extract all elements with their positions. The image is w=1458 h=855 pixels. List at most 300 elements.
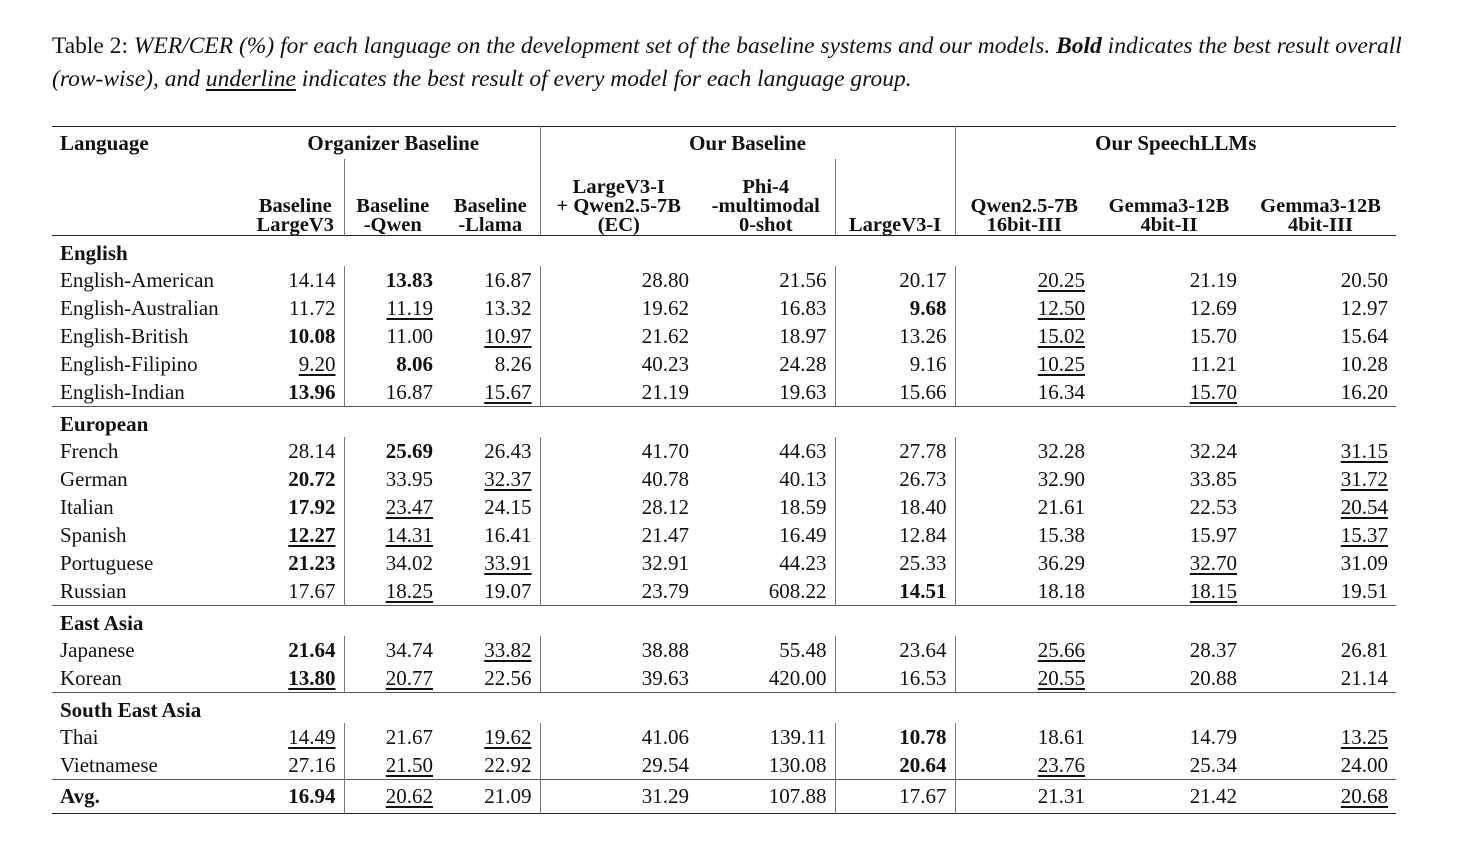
value-text: 25.34 (1189, 752, 1238, 777)
value-text: 15.64 (1340, 323, 1389, 348)
value-text: 9.20 (298, 351, 336, 376)
value-cell (955, 636, 1093, 664)
column-header-line: 16bit-III (986, 214, 1062, 236)
value-cell (835, 266, 955, 294)
value-text: 39.63 (641, 665, 690, 690)
value-text: 14.79 (1189, 724, 1238, 749)
value-cell (247, 378, 344, 407)
value-text: 21.56 (779, 267, 827, 292)
value-text: 19.62 (484, 724, 532, 749)
value-cell (835, 378, 955, 407)
value-cell (344, 465, 441, 493)
column-header-7 (955, 159, 1093, 236)
value-text: 25.69 (385, 438, 433, 463)
language-header-spacer (52, 159, 247, 236)
value-cell (344, 577, 441, 606)
value-cell (1093, 636, 1245, 664)
language-cell: English-British (60, 323, 189, 348)
value-text: 27.78 (899, 438, 947, 463)
column-header-line: Qwen2.5-7B (970, 195, 1079, 217)
value-cell (955, 723, 1093, 751)
value-text: 17.92 (288, 494, 336, 519)
column-header-line: LargeV3-I (572, 176, 665, 198)
table-caption (52, 30, 1412, 96)
value-text: 55.48 (779, 637, 827, 662)
table-row (52, 521, 1396, 549)
value-text: 21.61 (1037, 494, 1086, 519)
value-cell (344, 493, 441, 521)
value-cell (344, 378, 441, 407)
column-header-2 (344, 159, 441, 236)
value-text: 21.19 (1189, 267, 1238, 292)
value-cell (441, 378, 540, 407)
value-text: 24.28 (779, 351, 827, 376)
value-cell (540, 664, 697, 693)
value-text: 20.17 (899, 267, 947, 292)
table-row (52, 493, 1396, 521)
value-text: 12.50 (1037, 295, 1086, 320)
value-cell (1093, 465, 1245, 493)
value-text: 32.37 (484, 466, 532, 491)
value-cell (1245, 266, 1396, 294)
caption-label: Table 2: (52, 33, 134, 59)
language-cell: English-Australian (60, 295, 219, 320)
value-cell (955, 465, 1093, 493)
value-cell (1245, 521, 1396, 549)
value-text: 18.15 (1189, 578, 1238, 603)
value-text: 28.80 (641, 267, 690, 292)
caption-underline-word: underline (205, 66, 296, 92)
table-row (52, 664, 1396, 693)
value-text: 20.25 (1037, 267, 1086, 292)
value-text: 16.94 (288, 784, 336, 808)
table-body (52, 236, 1396, 814)
value-text: 21.19 (641, 379, 690, 404)
value-cell (344, 322, 441, 350)
table-row (52, 294, 1396, 322)
value-text: 32.91 (641, 550, 690, 575)
value-text: 24.15 (484, 494, 532, 519)
value-cell (1245, 549, 1396, 577)
value-text: 16.87 (385, 379, 433, 404)
value-text: 11.72 (289, 295, 336, 320)
value-text: 19.07 (484, 578, 532, 603)
value-cell (1245, 465, 1396, 493)
value-cell (955, 350, 1093, 378)
value-cell (441, 350, 540, 378)
language-cell: English-Indian (60, 379, 185, 404)
value-text: 44.63 (779, 438, 827, 463)
value-cell (955, 493, 1093, 521)
value-cell (697, 521, 835, 549)
value-cell (344, 266, 441, 294)
value-cell (697, 780, 835, 814)
value-text: 26.73 (899, 466, 947, 491)
value-cell (441, 521, 540, 549)
value-text: 18.61 (1037, 724, 1086, 749)
column-header-line: Baseline (453, 195, 527, 217)
value-cell (540, 350, 697, 378)
value-text: 11.21 (1190, 351, 1238, 376)
value-text: 32.24 (1189, 438, 1238, 463)
value-text: 18.59 (779, 494, 827, 519)
value-text: 15.66 (899, 379, 947, 404)
value-cell (441, 636, 540, 664)
value-cell (1093, 350, 1245, 378)
value-text: 16.87 (484, 267, 532, 292)
value-text: 12.27 (288, 522, 336, 547)
value-text: 25.66 (1037, 637, 1086, 662)
value-cell (247, 465, 344, 493)
results-table (52, 126, 1396, 814)
caption-bold-word: Bold (1056, 33, 1102, 59)
value-cell (1093, 437, 1245, 465)
value-text: 15.37 (1340, 522, 1389, 547)
language-cell: Italian (60, 494, 114, 519)
value-cell (540, 549, 697, 577)
value-text: 17.67 (899, 784, 947, 808)
value-text: 10.97 (484, 323, 532, 348)
value-cell (344, 780, 441, 814)
value-text: 31.29 (641, 784, 690, 808)
value-text: 33.91 (484, 550, 532, 575)
value-cell (441, 751, 540, 780)
value-text: 16.49 (779, 522, 827, 547)
group-header-our-baseline: Our Baseline (540, 127, 955, 160)
value-cell (247, 437, 344, 465)
value-text: 16.53 (899, 665, 947, 690)
value-cell (1093, 549, 1245, 577)
value-cell (697, 723, 835, 751)
table-row (52, 723, 1396, 751)
value-text: 27.16 (288, 752, 336, 777)
column-header-line: (EC) (597, 214, 640, 236)
value-text: 28.12 (641, 494, 690, 519)
language-cell: English-Filipino (60, 351, 198, 376)
value-cell (344, 751, 441, 780)
value-cell (955, 549, 1093, 577)
value-cell (697, 751, 835, 780)
value-text: 20.72 (288, 466, 336, 491)
value-cell (697, 266, 835, 294)
value-text: 21.67 (385, 724, 433, 749)
value-cell (344, 521, 441, 549)
value-text: 15.67 (484, 379, 532, 404)
table-row (52, 780, 1396, 814)
value-cell (697, 322, 835, 350)
value-text: 18.18 (1037, 578, 1086, 603)
value-text: 36.29 (1037, 550, 1086, 575)
language-cell: Vietnamese (60, 752, 158, 777)
value-text: 13.80 (288, 665, 336, 690)
column-header-line: -Qwen (363, 214, 422, 236)
value-cell (697, 636, 835, 664)
value-cell (1093, 723, 1245, 751)
column-header-9 (1245, 159, 1396, 236)
value-text: 25.33 (899, 550, 947, 575)
value-text: 21.09 (484, 784, 532, 808)
caption-text-2: indicates the best result overall (row-wise), and (52, 33, 1402, 92)
value-cell (955, 664, 1093, 693)
value-text: 33.82 (484, 637, 532, 662)
table-row (52, 577, 1396, 606)
value-cell (540, 322, 697, 350)
value-text: 21.23 (288, 550, 336, 575)
value-cell (344, 636, 441, 664)
caption-text-3: indicates the best result of every model for each language group. (295, 66, 912, 92)
value-cell (1245, 322, 1396, 350)
value-cell (540, 465, 697, 493)
value-text: 14.31 (385, 522, 433, 547)
column-header-line: LargeV3-I (848, 214, 942, 236)
value-text: 32.28 (1037, 438, 1086, 463)
value-text: 8.26 (494, 351, 532, 376)
value-text: 16.83 (779, 295, 827, 320)
value-cell (247, 636, 344, 664)
value-text: 24.00 (1340, 752, 1389, 777)
value-cell (955, 266, 1093, 294)
value-text: 18.97 (779, 323, 827, 348)
value-text: 23.64 (899, 637, 947, 662)
value-cell (247, 266, 344, 294)
value-cell (441, 322, 540, 350)
value-cell (697, 294, 835, 322)
value-text: 18.25 (385, 578, 433, 603)
value-text: 16.20 (1340, 379, 1389, 404)
column-header-line: Gemma3-12B (1108, 195, 1230, 217)
table-row (52, 322, 1396, 350)
column-header-line: LargeV3 (256, 214, 334, 236)
value-text: 16.41 (484, 522, 532, 547)
value-cell (247, 577, 344, 606)
value-text: 10.08 (288, 323, 336, 348)
value-cell (835, 664, 955, 693)
value-cell (441, 549, 540, 577)
value-text: 21.50 (385, 752, 433, 777)
value-text: 21.14 (1340, 665, 1389, 690)
value-cell (540, 493, 697, 521)
value-cell (955, 780, 1093, 814)
value-text: 15.38 (1037, 522, 1086, 547)
value-text: 29.54 (641, 752, 690, 777)
value-cell (1245, 780, 1396, 814)
value-text: 20.88 (1189, 665, 1238, 690)
value-cell (1245, 437, 1396, 465)
value-cell (1245, 493, 1396, 521)
column-header-row (52, 159, 1396, 236)
value-cell (697, 465, 835, 493)
value-text: 20.55 (1037, 665, 1086, 690)
value-cell (835, 437, 955, 465)
value-cell (1245, 577, 1396, 606)
value-text: 13.83 (385, 267, 433, 292)
section-header-row (52, 693, 1396, 724)
group-header-organizer: Organizer Baseline (307, 130, 480, 155)
column-header-line: 0-shot (738, 214, 793, 236)
value-text: 23.79 (641, 578, 690, 603)
value-cell (697, 437, 835, 465)
value-cell (247, 521, 344, 549)
language-header: Language (60, 130, 149, 155)
value-cell (344, 549, 441, 577)
value-cell (1093, 664, 1245, 693)
value-cell (247, 751, 344, 780)
value-text: 608.22 (768, 578, 827, 603)
column-header-line: Baseline (258, 195, 332, 217)
value-text: 26.81 (1340, 637, 1389, 662)
value-cell (247, 723, 344, 751)
value-cell (441, 780, 540, 814)
value-text: 41.70 (641, 438, 690, 463)
column-header-8 (1093, 159, 1245, 236)
value-text: 9.68 (909, 295, 947, 320)
value-text: 20.68 (1340, 784, 1389, 808)
language-cell: English-American (60, 267, 214, 292)
value-cell (1093, 294, 1245, 322)
value-text: 40.78 (641, 466, 690, 491)
section-title: East Asia (60, 611, 144, 635)
value-text: 22.56 (484, 665, 532, 690)
language-cell: Portuguese (60, 550, 154, 575)
value-cell (955, 521, 1093, 549)
column-header-1 (247, 159, 344, 236)
value-cell (835, 577, 955, 606)
value-cell (835, 549, 955, 577)
column-header-line: + Qwen2.5-7B (556, 195, 681, 217)
value-text: 11.00 (386, 323, 433, 348)
value-text: 31.15 (1340, 438, 1389, 463)
value-text: 19.62 (641, 295, 690, 320)
value-cell (441, 437, 540, 465)
value-cell (540, 636, 697, 664)
language-cell: Korean (60, 665, 122, 690)
value-cell (344, 664, 441, 693)
value-text: 15.70 (1189, 323, 1238, 348)
value-text: 40.23 (641, 351, 690, 376)
value-text: 28.37 (1189, 637, 1238, 662)
value-cell (955, 437, 1093, 465)
value-text: 34.02 (385, 550, 433, 575)
value-cell (1093, 577, 1245, 606)
value-cell (540, 294, 697, 322)
value-cell (955, 751, 1093, 780)
column-header-line: 4bit-III (1288, 214, 1353, 236)
column-header-6 (835, 159, 955, 236)
value-text: 33.85 (1189, 466, 1238, 491)
value-text: 12.84 (899, 522, 947, 547)
language-cell: French (60, 438, 119, 463)
value-cell (835, 322, 955, 350)
value-cell (1245, 350, 1396, 378)
value-cell (697, 378, 835, 407)
value-text: 139.11 (769, 724, 827, 749)
value-text: 9.16 (909, 351, 947, 376)
value-text: 31.09 (1340, 550, 1389, 575)
value-cell (955, 378, 1093, 407)
value-cell (1093, 378, 1245, 407)
value-text: 13.25 (1340, 724, 1389, 749)
value-text: 20.50 (1340, 267, 1389, 292)
value-cell (247, 493, 344, 521)
value-text: 420.00 (768, 665, 827, 690)
value-text: 44.23 (779, 550, 827, 575)
value-text: 14.49 (288, 724, 336, 749)
column-header-line: 4bit-II (1140, 214, 1198, 236)
value-cell (835, 465, 955, 493)
value-cell (835, 636, 955, 664)
value-text: 130.08 (768, 752, 827, 777)
value-text: 22.92 (484, 752, 532, 777)
value-cell (1093, 751, 1245, 780)
caption-text-1: WER/CER (%) for each language on the development set of the baseline systems and our models. (133, 33, 1057, 59)
value-cell (1245, 636, 1396, 664)
value-cell (441, 294, 540, 322)
value-text: 20.77 (385, 665, 433, 690)
value-cell (344, 350, 441, 378)
value-text: 15.97 (1189, 522, 1238, 547)
value-text: 21.47 (641, 522, 690, 547)
value-text: 18.40 (899, 494, 947, 519)
language-cell: Spanish (60, 522, 127, 547)
value-text: 28.14 (288, 438, 336, 463)
column-header-line: Gemma3-12B (1260, 195, 1381, 217)
value-cell (441, 266, 540, 294)
value-text: 107.88 (768, 784, 827, 808)
table-row (52, 549, 1396, 577)
value-cell (955, 577, 1093, 606)
value-cell (1093, 780, 1245, 814)
value-text: 8.06 (396, 351, 433, 376)
value-text: 23.47 (385, 494, 433, 519)
table-row (52, 378, 1396, 407)
value-text: 12.97 (1340, 295, 1389, 320)
value-cell (540, 437, 697, 465)
value-text: 20.62 (385, 784, 433, 808)
value-text: 17.67 (288, 578, 336, 603)
column-header-3 (441, 159, 540, 236)
value-cell (441, 577, 540, 606)
table-row (52, 350, 1396, 378)
table-row (52, 636, 1396, 664)
value-text: 34.74 (385, 637, 433, 662)
value-cell (540, 266, 697, 294)
language-cell: German (60, 466, 128, 491)
value-text: 21.42 (1189, 784, 1238, 808)
section-title: English (60, 241, 128, 265)
value-cell (247, 322, 344, 350)
value-cell (441, 723, 540, 751)
section-title: South East Asia (60, 698, 202, 722)
value-text: 38.88 (641, 637, 690, 662)
value-text: 32.70 (1189, 550, 1238, 575)
value-text: 41.06 (641, 724, 690, 749)
value-cell (540, 723, 697, 751)
column-header-line: Baseline (356, 195, 430, 217)
value-text: 13.32 (484, 295, 532, 320)
value-text: 16.34 (1037, 379, 1086, 404)
language-cell: Thai (60, 724, 99, 749)
column-header-line: -Llama (458, 214, 523, 236)
value-cell (697, 350, 835, 378)
value-cell (441, 465, 540, 493)
table-row (52, 266, 1396, 294)
value-cell (697, 549, 835, 577)
value-cell (1093, 322, 1245, 350)
value-cell (247, 549, 344, 577)
value-text: 21.64 (288, 637, 336, 662)
section-title: European (60, 412, 149, 436)
value-cell (247, 294, 344, 322)
